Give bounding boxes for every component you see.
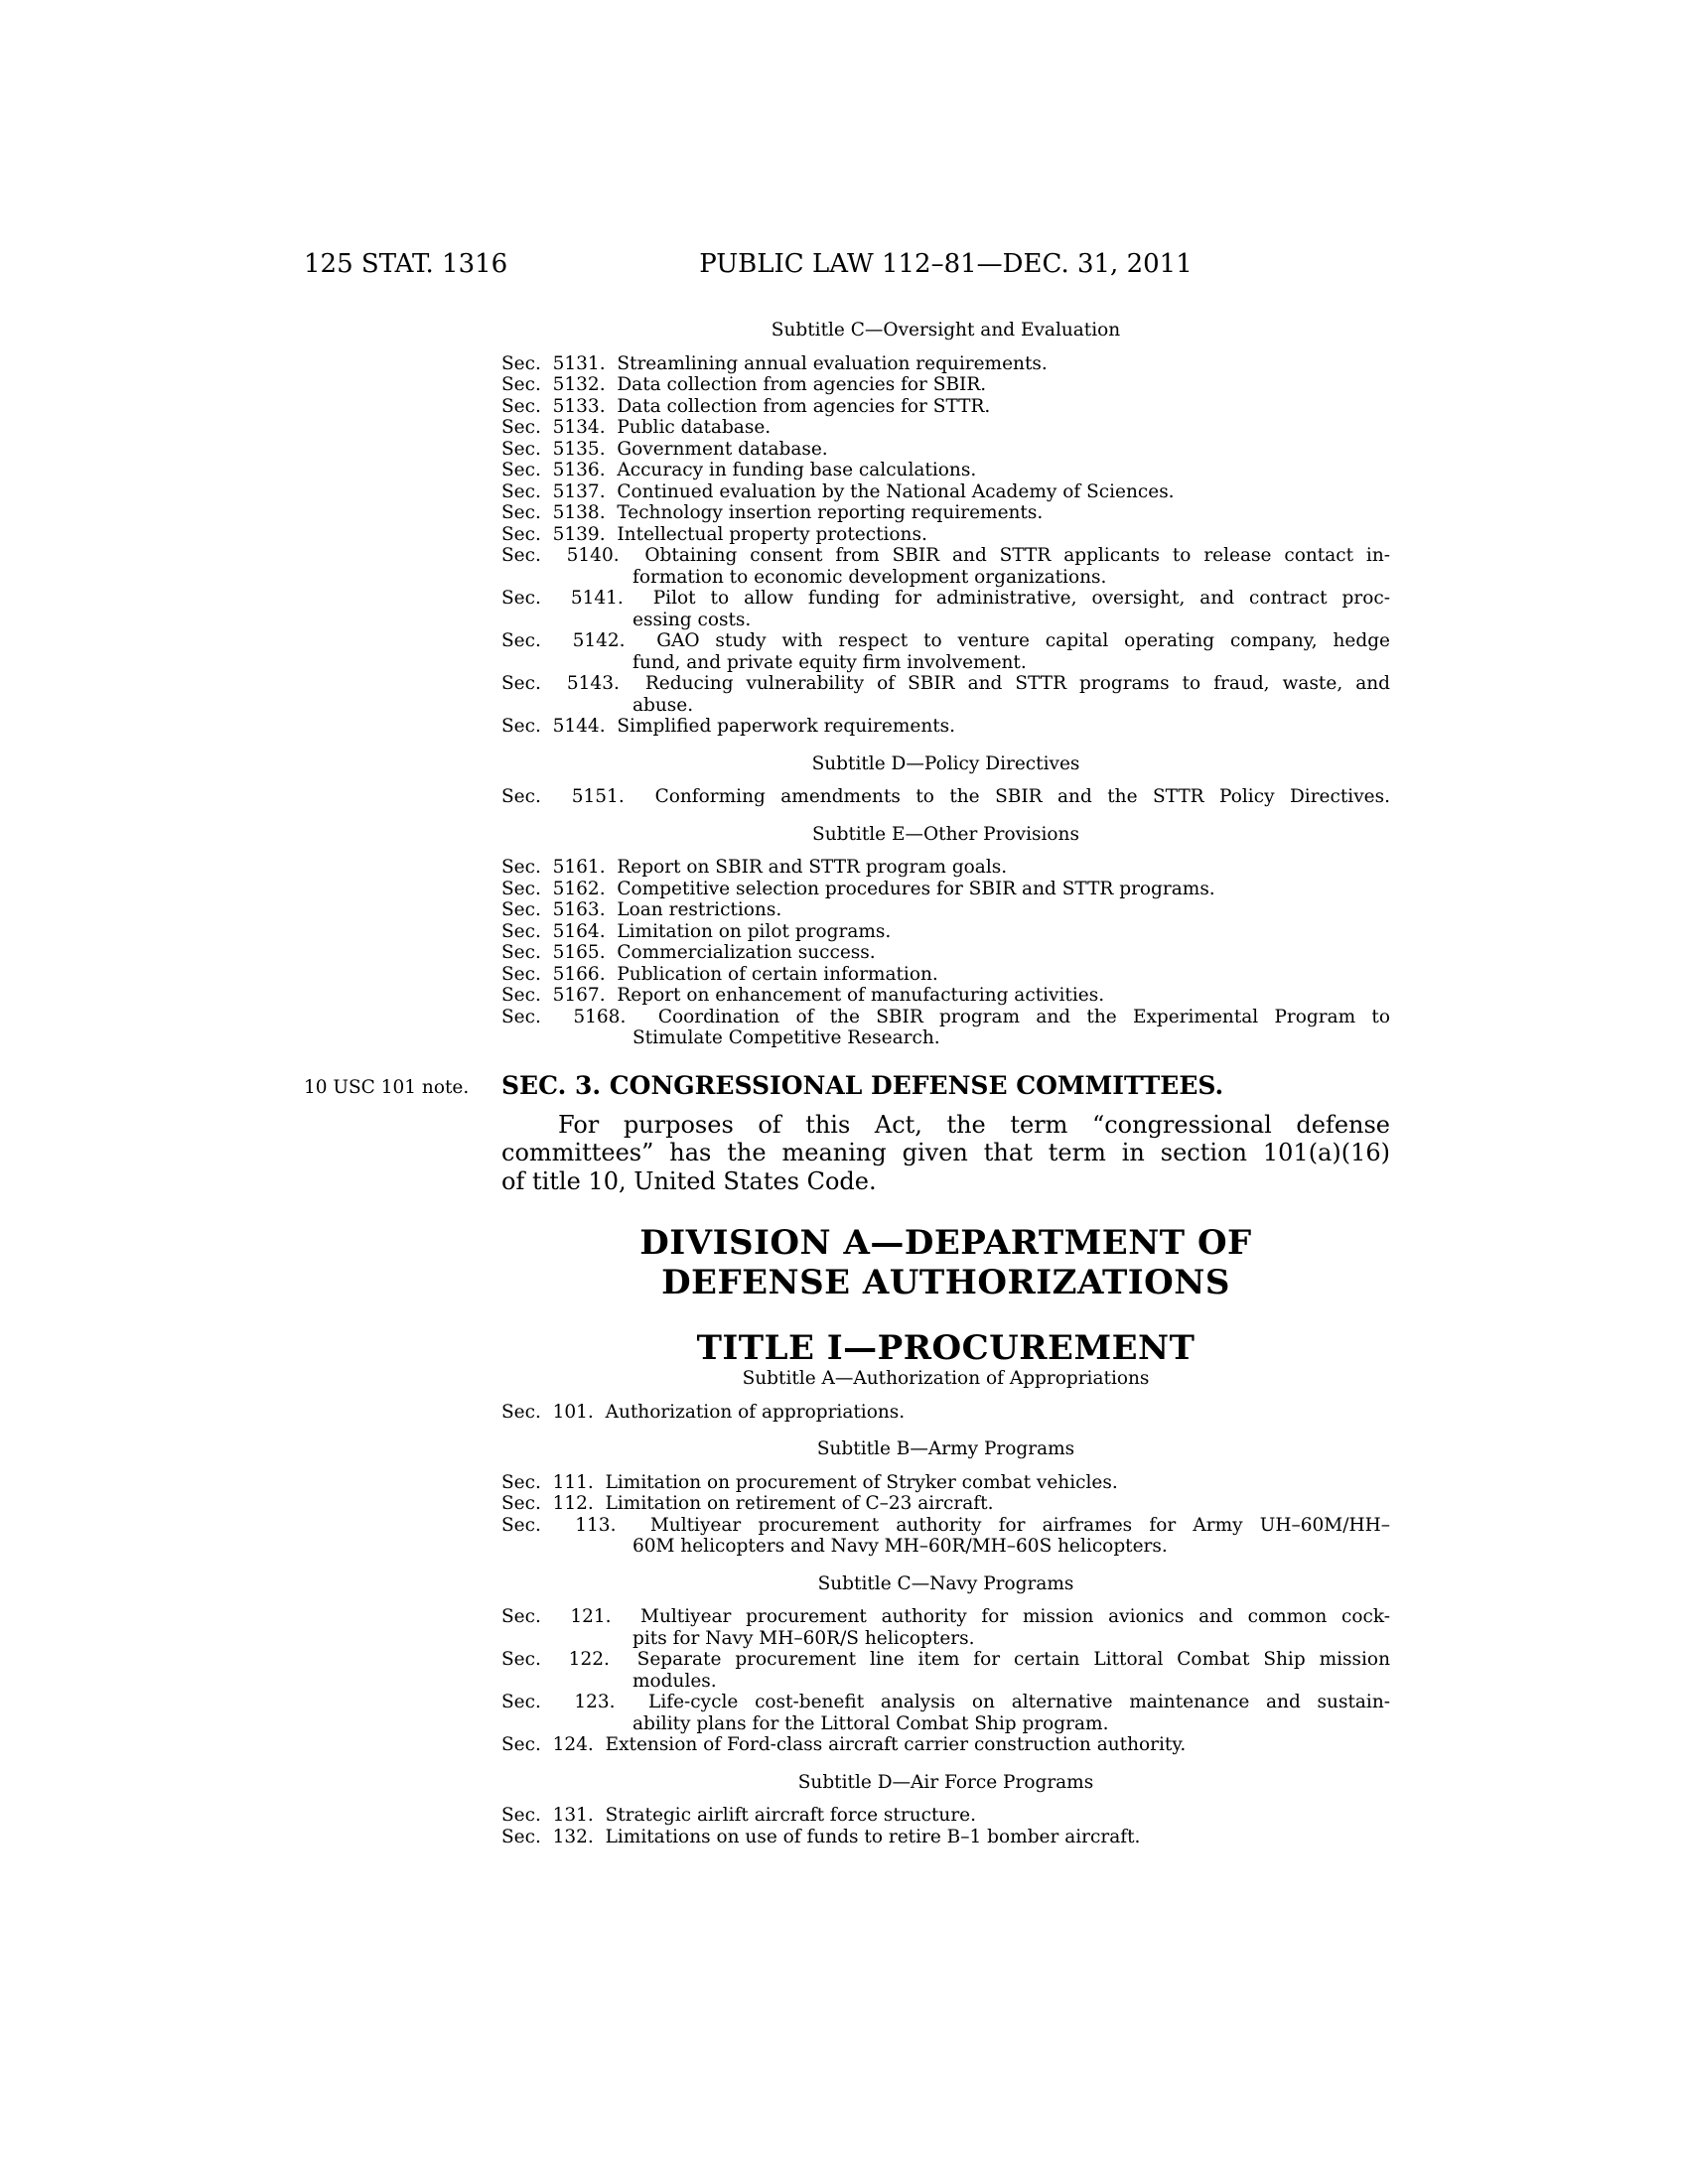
running-head: PUBLIC LAW 112–81—DEC. 31, 2011 [699,249,1193,279]
toc-entry [501,1007,1390,1049]
toc-entry [501,1606,1390,1649]
title-i-heading: TITLE I—PROCUREMENT [696,1328,1196,1368]
toc-entry-continuation: pits for Navy MH–60R/S helicopters. [633,1627,975,1649]
section-3-paragraph [501,1111,1390,1196]
toc-entry-line: Sec. 5142. GAO study with respect to venture capital operating company, hedge [501,630,1390,651]
toc-entry-line: Sec. 113. Multiyear procurement authority for airframes for Army UH–60M/HH– [501,1514,1390,1536]
toc-bottom [501,1368,1390,1847]
toc-entry-line: Sec. 5132. Data collection from agencies for SBIR. [501,374,987,395]
toc-entry-line: Sec. 5163. Loan restrictions. [501,899,782,920]
toc-entry [501,1827,1390,1848]
toc-entry [501,630,1390,673]
section-3-heading: SEC. 3. CONGRESSIONAL DEFENSE COMMITTEES. [501,1070,1224,1100]
toc-entry-continuation: fund, and private equity firm involvement. [633,651,1027,673]
toc-entry [501,1402,1390,1424]
toc-entry [501,353,1390,375]
toc-top [501,320,1390,1049]
subtitle-heading: Subtitle C—Navy Programs [817,1572,1074,1594]
toc-entry [501,985,1390,1007]
toc-entry-continuation: formation to economic development organizations. [633,566,1107,588]
toc-entry-line: Sec. 5144. Simplified paperwork requirements. [501,716,956,737]
toc-entry [501,1493,1390,1515]
toc-entry [501,439,1390,461]
stat-page-number: 125 STAT. 1316 [304,249,508,279]
toc-entry-line: Sec. 5135. Government database. [501,438,828,460]
toc-entry [501,964,1390,986]
toc-entry [501,1734,1390,1756]
toc-group [501,824,1390,1049]
paragraph-line: For purposes of this Act, the term “congressional defense [558,1110,1390,1139]
subtitle-heading: Subtitle C—Oversight and Evaluation [771,320,1121,341]
toc-entry [501,899,1390,921]
subtitle-heading: Subtitle A—Authorization of Appropriations [742,1368,1150,1389]
toc-entry [501,942,1390,964]
toc-entry [501,374,1390,396]
toc-group [501,1368,1390,1423]
toc-entry-continuation: essing costs. [633,609,752,630]
toc-entry [501,1692,1390,1734]
toc-entry [501,588,1390,630]
toc-entry-continuation: Stimulate Competitive Research. [633,1027,940,1048]
toc-entry-line: Sec. 5133. Data collection from agencies for STTR. [501,395,991,417]
toc-entry-line: Sec. 131. Strategic airlift aircraft force structure. [501,1805,977,1826]
subtitle-heading: Subtitle D—Air Force Programs [797,1771,1094,1793]
toc-entry-line: Sec. 121. Multiyear procurement authority for mission avionics and common cock- [501,1606,1390,1627]
toc-entry [501,502,1390,524]
toc-entry [501,1805,1390,1827]
toc-entry-line: Sec. 5131. Streamlining annual evaluation requirements. [501,352,1048,374]
division-a-heading-line2: DEFENSE AUTHORIZATIONS [661,1263,1230,1302]
toc-entry [501,545,1390,588]
paragraph-line: of title 10, United States Code. [501,1166,877,1195]
toc-entry [501,1472,1390,1494]
division-a-heading [501,1223,1390,1302]
toc-entry-continuation: ability plans for the Littoral Combat Ship program. [633,1712,1109,1734]
toc-entry-line: Sec. 111. Limitation on procurement of Stryker combat vehicles. [501,1471,1118,1493]
toc-entry [501,921,1390,943]
toc-entry-line: Sec. 132. Limitations on use of funds to retire B–1 bomber aircraft. [501,1826,1141,1847]
toc-entry-line: Sec. 122. Separate procurement line item for certain Littoral Combat Ship mission [501,1649,1390,1670]
toc-entry-line: Sec. 5141. Pilot to allow funding for administrative, oversight, and contract proc- [501,588,1390,609]
toc-entry-line: Sec. 5164. Limitation on pilot programs. [501,920,892,942]
toc-entry-line: Sec. 5137. Continued evaluation by the National Academy of Sciences. [501,480,1175,502]
toc-group [501,1573,1390,1756]
toc-entry [501,1515,1390,1558]
subtitle-heading: Subtitle E—Other Provisions [812,823,1079,845]
toc-entry-line: Sec. 124. Extension of Ford-class aircraft carrier construction authority. [501,1734,1187,1755]
toc-entry [501,879,1390,900]
subtitle-heading: Subtitle D—Policy Directives [811,752,1080,774]
toc-entry-line: Sec. 101. Authorization of appropriations. [501,1401,906,1423]
toc-entry-line: Sec. 5136. Accuracy in funding base calculations. [501,460,977,480]
toc-group [501,1772,1390,1848]
toc-entry-line: Sec. 5161. Report on SBIR and STTR program goals. [501,857,1008,878]
division-a-heading-line1: DIVISION A—DEPARTMENT OF [639,1223,1252,1263]
toc-entry [501,716,1390,738]
text-column [501,320,1390,1847]
toc-entry-line: Sec. 112. Limitation on retirement of C–23 aircraft. [501,1493,994,1514]
toc-entry-line: Sec. 5166. Publication of certain information. [501,963,938,985]
toc-group [501,320,1390,738]
toc-entry-line: Sec. 5143. Reducing vulnerability of SBIR and STTR programs to fraud, waste, and [501,673,1390,694]
toc-entry-line: Sec. 5151. Conforming amendments to the SBIR and the STTR Policy Directives. [501,786,1390,807]
toc-entry-line: Sec. 5138. Technology insertion reporting requirements. [501,502,1044,523]
toc-entry [501,857,1390,879]
toc-entry-line: Sec. 5162. Competitive selection procedures for SBIR and STTR programs. [501,878,1215,899]
toc-entry-line: Sec. 5134. Public database. [501,417,772,438]
toc-entry [501,460,1390,481]
toc-entry-continuation: abuse. [633,694,694,716]
subtitle-heading: Subtitle B—Army Programs [816,1438,1075,1459]
toc-entry [501,417,1390,439]
toc-entry-line: Sec. 5165. Commercialization success. [501,942,876,963]
toc-entry [501,524,1390,546]
toc-entry [501,481,1390,503]
toc-entry-line: Sec. 123. Life-cycle cost-benefit analysis on alternative maintenance and sustain- [501,1692,1390,1712]
toc-entry [501,786,1390,808]
toc-entry-line: Sec. 5140. Obtaining consent from SBIR and STTR applicants to release contact in- [501,545,1390,566]
toc-entry-line: Sec. 5167. Report on enhancement of manufacturing activities. [501,985,1105,1006]
margin-note: 10 USC 101 note. [304,1077,470,1098]
toc-entry [501,673,1390,716]
paragraph-line: committees” has the meaning given that term in section 101(a)(16) [501,1139,1390,1166]
toc-entry [501,1649,1390,1692]
toc-entry-continuation: 60M helicopters and Navy MH–60R/MH–60S helicopters. [633,1536,1168,1557]
toc-entry-line: Sec. 5168. Coordination of the SBIR program and the Experimental Program to [501,1006,1390,1027]
toc-group [501,753,1390,808]
toc-group [501,1438,1390,1558]
toc-entry [501,396,1390,418]
toc-entry-line: Sec. 5139. Intellectual property protections. [501,523,927,545]
toc-entry-continuation: modules. [633,1670,717,1692]
